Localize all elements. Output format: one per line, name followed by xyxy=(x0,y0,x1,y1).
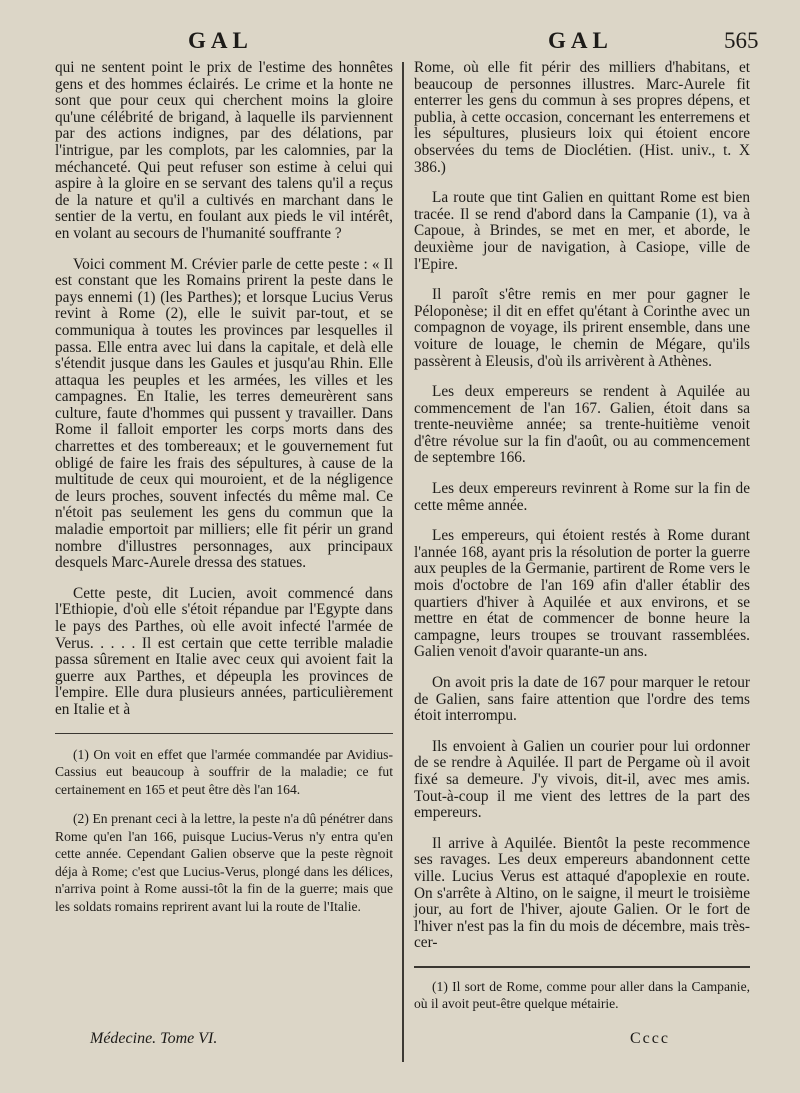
paragraph: La route que tint Galien en quittant Rome est bien tracée. Il se rend d'abord dans la Campanie (1), va à Capoue, à Brindes, se met en mer, et aborde, le deuxième jour de navigation, à Casiope, ville de l'Epire. xyxy=(414,189,750,273)
column-divider xyxy=(402,62,404,1062)
paragraph: Ils envoient à Galien un courier pour lui ordonner de se rendre à Aquilée. Il part de Pergame où il avoit fixé sa demeure. J'y vivois, dit-il, avec mes amis. Tout-à-coup il me vient des lettres de la part des empereurs. xyxy=(414,737,750,822)
paragraph: Les deux empereurs se rendent à Aquilée au commencement de l'an 167. Galien, étoit dans sa trente-neuvième année; sa trente-huitième venoit d'être révolue sur la fin d'août, ou au commencement de septembre 166. xyxy=(414,383,750,467)
footnote: (1) Il sort de Rome, comme pour aller dans la Campanie, où il avoit peut-être quelque métairie. xyxy=(414,978,750,1012)
footnote-divider xyxy=(55,733,393,734)
paragraph: Rome, où elle fit périr des milliers d'habitans, et beaucoup de personnes illustres. Marc-Aurele fit enterrer les gens du commun à ses propres dépens, et publia, à cette occasion, concernant les enterremens et les sépultures, plusieurs loix qui étoient encore observées du tems de Dioclétien. (Hist. univ., t. X 386.) xyxy=(414,59,750,176)
paragraph: Il paroît s'être remis en mer pour gagner le Péloponèse; il dit en effet qu'étant à Corinthe avec un compagnon de voyage, ils prirent ensemble, dans une voiture de louage, le chemin de Mégare, qu'ils passèrent à Eleusis, d'où ils arrivèrent à Athènes. xyxy=(414,286,750,370)
signature-mark: Cccc xyxy=(630,1030,670,1047)
footnote: (1) On voit en effet que l'armée commandée par Avidius-Cassius eut beaucoup à souffrir de la maladie; ce fut certainement en 165 et peut être dès l'an 164. xyxy=(55,746,393,797)
left-column xyxy=(55,60,393,927)
running-head-right: GAL xyxy=(548,28,613,53)
paragraph: qui ne sentent point le prix de l'estime des honnêtes gens et des hommes éclairés. Le crime et la honte ne sont que pour ceux qui cherchent moins la gloire qu'une célébrité de brigand, à laquelle ils parviennent par des actions indignes, par des délations, par l'intrigue, par les complots, par les calomnies, par la méchanceté. Qui peut refuser son estime à celui qui aspire à la gloire en se servant des talens qu'il a reçus de la nature et qu'il a cultivés en marchant dans le sentier de la vertu, en foulant aux pieds le vil intérêt, en volant au secours de l'humanité souffrante ? xyxy=(55,59,393,242)
paragraph: Voici comment M. Crévier parle de cette peste : « Il est constant que les Romains prirent la peste dans le pays ennemi (1) (les Parthes); et lorsque Lucius Verus revint à Rome (2), elle le suivit par-tout, et se communiqua à toutes les provinces par lesquelles il passa. Elle entra avec lui dans la capitale, et delà elle s'étendit jusque dans les Gaules et jusqu'au Rhin. Elle attaqua les peuples et les armées, les villes et les campagnes. En Italie, les terres demeurèrent sans culture, faute d'hommes qui pussent y travailler. Dans Rome il falloit emporter les corps morts dans des charrettes et des tombereaux; et le gouvernement fut obligé de faire les frais des sépultures, à cause de la multitude de ceux qui mouroient, et de la négligence de leurs proches, souvent infectés du même mal. Ce n'étoit pas seulement les gens du commun que la maladie emportoit par milliers; elle fit périr un grand nombre d'illustres personnages, aux principaux desquels Marc-Aurele dressa des statues. xyxy=(55,255,393,572)
paragraph: Cette peste, dit Lucien, avoit commencé dans l'Ethiopie, d'où elle s'étoit répandue par l'Egypte dans le pays des Parthes, où elle avoit infecté l'armée de Verus. . . . . Il est certain que cette terrible maladie passa sûrement en Italie avec ceux qui avoient fait la guerre aux Parthes, et dépeupla les provinces de l'empire. Elle dura plusieurs années, particulièrement en Italie et à xyxy=(55,584,393,718)
right-column xyxy=(414,60,750,1025)
running-head xyxy=(0,28,800,58)
running-head-left: GAL xyxy=(188,28,253,53)
paragraph: Il arrive à Aquilée. Bientôt la peste recommence ses ravages. Les deux empereurs abandonnent cette ville. Lucius Verus est attaqué d'apoplexie en route. On s'arrête à Altino, on le saigne, il meurt le troisième jour, au fort de l'hiver, ajoute Galien. Or le fort de l'hiver n'est pas la fin du mois de décembre, mais très-cer- xyxy=(414,834,750,952)
footnote-divider xyxy=(414,966,750,968)
footnote: (2) En prenant ceci à la lettre, la peste n'a dû pénétrer dans Rome qu'en l'an 166, puisque Lucius-Verus n'y entra qu'en cette année. Cependant Galien observe que la peste règnoit déja à Rome; c'est que Lucius-Verus, plongé dans les délices, n'arriva point à Rome aussi-tôt la fin de la guerre; mais que les soldats romains reprirent avant lui la route de l'Italie. xyxy=(55,811,393,914)
paragraph: Les deux empereurs revinrent à Rome sur la fin de cette même année. xyxy=(414,480,750,514)
page-number: 565 xyxy=(724,28,759,53)
paragraph: Les empereurs, qui étoient restés à Rome durant l'année 168, ayant pris la résolution de porter la guerre aux peuples de la Germanie, partirent de Rome vers le mois d'octobre de l'an 169 afin d'aller établir des quartiers d'hiver à Aquilée et aux environs, et se mettre en état de commencer de bonne heure la campagne, leurs troupes se trouvant rassemblées. Galien venoit d'avoir quarante-un ans. xyxy=(414,527,750,661)
signature-line: Médecine. Tome VI. xyxy=(90,1030,218,1047)
paragraph: On avoit pris la date de 167 pour marquer le retour de Galien, sans faire attention que l'ordre des tems étoit interrompu. xyxy=(414,674,750,725)
